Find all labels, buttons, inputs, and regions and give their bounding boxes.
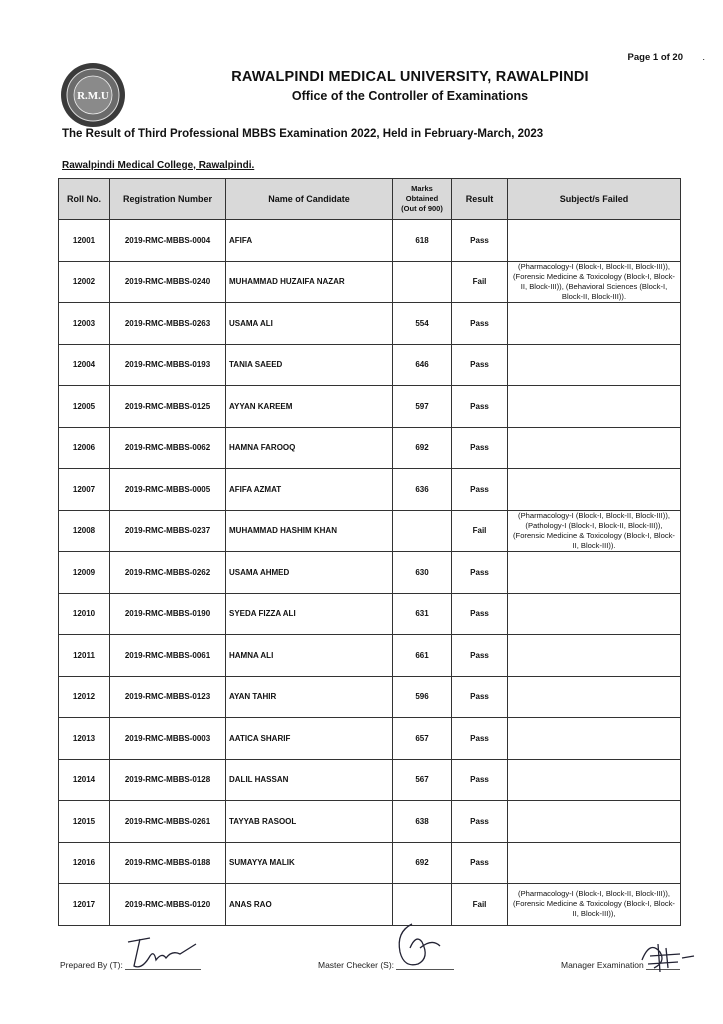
subjects-failed-cell: (Pharmacology-I (Block-I, Block-II, Block-III)), (Forensic Medicine & Toxicology (Block-I, Block-II, Block-III)), (Behavioral Sciences (Block-I, Block-II, Block-III)). (508, 261, 681, 303)
header-registration: Registration Number (110, 179, 226, 220)
subjects-failed-cell (508, 676, 681, 718)
roll-cell: 12013 (59, 718, 110, 760)
marks-cell: 638 (393, 801, 452, 843)
candidate-name-cell: MUHAMMAD HUZAIFA NAZAR (226, 261, 393, 303)
marks-cell: 646 (393, 344, 452, 386)
header-marks-line1: Marks (411, 184, 433, 193)
registration-cell: 2019-RMC-MBBS-0061 (110, 635, 226, 677)
header-name: Name of Candidate (226, 179, 393, 220)
subjects-failed-cell: (Pharmacology-I (Block-I, Block-II, Block-III)), (Pathology-I (Block-I, Block-II, Block-III)), (Forensic Medicine & Toxicology (Block-I, Block-II, Block-III)). (508, 510, 681, 552)
prepared-by-label: Prepared By (T): (60, 960, 123, 970)
roll-cell: 12004 (59, 344, 110, 386)
candidate-name-cell: TANIA SAEED (226, 344, 393, 386)
master-checker-label: Master Checker (S): (318, 960, 395, 970)
page-number: Page 1 of 20 (627, 52, 683, 63)
table-row (59, 884, 681, 926)
roll-cell: 12006 (59, 427, 110, 469)
table-row (59, 593, 681, 635)
result-cell: Pass (452, 676, 508, 718)
subjects-failed-cell (508, 386, 681, 428)
marks-cell: 597 (393, 386, 452, 428)
roll-cell: 12001 (59, 220, 110, 262)
table-header-row (59, 179, 681, 220)
table-row (59, 427, 681, 469)
roll-cell: 12005 (59, 386, 110, 428)
subjects-failed-cell (508, 220, 681, 262)
registration-cell: 2019-RMC-MBBS-0003 (110, 718, 226, 760)
roll-cell: 12010 (59, 593, 110, 635)
candidate-name-cell: HAMNA FAROOQ (226, 427, 393, 469)
roll-cell: 12007 (59, 469, 110, 511)
result-cell: Pass (452, 386, 508, 428)
university-logo (60, 62, 126, 128)
roll-cell: 12016 (59, 842, 110, 884)
table-row (59, 261, 681, 303)
marks-cell: 567 (393, 759, 452, 801)
subjects-failed-cell (508, 552, 681, 594)
candidate-name-cell: DALIL HASSAN (226, 759, 393, 801)
registration-cell: 2019-RMC-MBBS-0237 (110, 510, 226, 552)
header-result: Result (452, 179, 508, 220)
roll-cell: 12009 (59, 552, 110, 594)
candidate-name-cell: USAMA ALI (226, 303, 393, 345)
subjects-failed-cell (508, 427, 681, 469)
registration-cell: 2019-RMC-MBBS-0123 (110, 676, 226, 718)
candidate-name-cell: USAMA AHMED (226, 552, 393, 594)
roll-cell: 12012 (59, 676, 110, 718)
results-table (58, 178, 681, 926)
result-cell: Pass (452, 552, 508, 594)
marks-cell: 636 (393, 469, 452, 511)
roll-cell: 12017 (59, 884, 110, 926)
table-row (59, 303, 681, 345)
manager-signature-icon (636, 934, 696, 976)
header-marks-line3: (Out of 900) (401, 204, 443, 213)
subjects-failed-cell (508, 593, 681, 635)
subjects-failed-cell (508, 344, 681, 386)
registration-cell: 2019-RMC-MBBS-0261 (110, 801, 226, 843)
table-row (59, 842, 681, 884)
result-cell: Pass (452, 344, 508, 386)
candidate-name-cell: SUMAYYA MALIK (226, 842, 393, 884)
university-name: RAWALPINDI MEDICAL UNIVERSITY, RAWALPINDI (231, 69, 589, 85)
roll-cell: 12002 (59, 261, 110, 303)
registration-cell: 2019-RMC-MBBS-0190 (110, 593, 226, 635)
result-cell: Pass (452, 469, 508, 511)
table-row (59, 220, 681, 262)
marks-cell: 661 (393, 635, 452, 677)
subjects-failed-cell (508, 469, 681, 511)
roll-cell: 12015 (59, 801, 110, 843)
registration-cell: 2019-RMC-MBBS-0188 (110, 842, 226, 884)
result-cell: Pass (452, 220, 508, 262)
result-cell: Pass (452, 427, 508, 469)
candidate-name-cell: AYAN TAHIR (226, 676, 393, 718)
registration-cell: 2019-RMC-MBBS-0263 (110, 303, 226, 345)
subjects-failed-cell (508, 759, 681, 801)
candidate-name-cell: AYYAN KAREEM (226, 386, 393, 428)
table-row (59, 801, 681, 843)
page-dot: . (702, 52, 705, 63)
subjects-failed-cell (508, 303, 681, 345)
table-row (59, 469, 681, 511)
header-marks-line2: Obtained (405, 194, 439, 203)
header-marks (393, 179, 452, 220)
college-name: Rawalpindi Medical College, Rawalpindi. (62, 160, 255, 171)
registration-cell: 2019-RMC-MBBS-0262 (110, 552, 226, 594)
roll-cell: 12011 (59, 635, 110, 677)
marks-cell: 554 (393, 303, 452, 345)
marks-cell: 630 (393, 552, 452, 594)
table-row (59, 718, 681, 760)
header-subjects-failed: Subject/s Failed (508, 179, 681, 220)
marks-cell: 657 (393, 718, 452, 760)
registration-cell: 2019-RMC-MBBS-0128 (110, 759, 226, 801)
candidate-name-cell: AFIFA (226, 220, 393, 262)
result-cell: Pass (452, 759, 508, 801)
marks-cell (393, 261, 452, 303)
marks-cell: 596 (393, 676, 452, 718)
roll-cell: 12008 (59, 510, 110, 552)
subjects-failed-cell (508, 842, 681, 884)
result-cell: Pass (452, 842, 508, 884)
manager-label: Manager Examination (561, 960, 644, 970)
candidate-name-cell: AATICA SHARIF (226, 718, 393, 760)
result-cell: Fail (452, 510, 508, 552)
candidate-name-cell: TAYYAB RASOOL (226, 801, 393, 843)
subjects-failed-cell (508, 718, 681, 760)
registration-cell: 2019-RMC-MBBS-0125 (110, 386, 226, 428)
registration-cell: 2019-RMC-MBBS-0193 (110, 344, 226, 386)
table-row (59, 344, 681, 386)
roll-cell: 12003 (59, 303, 110, 345)
registration-cell: 2019-RMC-MBBS-0004 (110, 220, 226, 262)
marks-cell: 618 (393, 220, 452, 262)
registration-cell: 2019-RMC-MBBS-0005 (110, 469, 226, 511)
table-row (59, 552, 681, 594)
marks-cell (393, 510, 452, 552)
candidate-name-cell: SYEDA FIZZA ALI (226, 593, 393, 635)
table-row (59, 676, 681, 718)
result-cell: Pass (452, 718, 508, 760)
result-cell: Fail (452, 261, 508, 303)
candidate-name-cell: MUHAMMAD HASHIM KHAN (226, 510, 393, 552)
roll-cell: 12014 (59, 759, 110, 801)
subjects-failed-cell (508, 801, 681, 843)
result-cell: Fail (452, 884, 508, 926)
result-cell: Pass (452, 801, 508, 843)
marks-cell: 692 (393, 842, 452, 884)
registration-cell: 2019-RMC-MBBS-0062 (110, 427, 226, 469)
prepared-by-signature-icon (120, 930, 200, 974)
result-title: The Result of Third Professional MBBS Examination 2022, Held in February-March, 2023 (62, 128, 544, 140)
candidate-name-cell: ANAS RAO (226, 884, 393, 926)
table-row (59, 635, 681, 677)
subjects-failed-cell (508, 635, 681, 677)
table-row (59, 510, 681, 552)
result-cell: Pass (452, 593, 508, 635)
marks-cell: 692 (393, 427, 452, 469)
registration-cell: 2019-RMC-MBBS-0120 (110, 884, 226, 926)
registration-cell: 2019-RMC-MBBS-0240 (110, 261, 226, 303)
result-cell: Pass (452, 303, 508, 345)
table-row (59, 386, 681, 428)
result-cell: Pass (452, 635, 508, 677)
candidate-name-cell: AFIFA AZMAT (226, 469, 393, 511)
office-name: Office of the Controller of Examinations (291, 89, 529, 103)
subjects-failed-cell: (Pharmacology-I (Block-I, Block-II, Block-III)), (Forensic Medicine & Toxicology (Block-I, Block-II, Block-III)), (508, 884, 681, 926)
table-row (59, 759, 681, 801)
candidate-name-cell: HAMNA ALI (226, 635, 393, 677)
marks-cell: 631 (393, 593, 452, 635)
svg-text:R.M.U: R.M.U (77, 90, 109, 102)
master-checker-signature-icon (390, 918, 448, 974)
header-roll: Roll No. (59, 179, 110, 220)
